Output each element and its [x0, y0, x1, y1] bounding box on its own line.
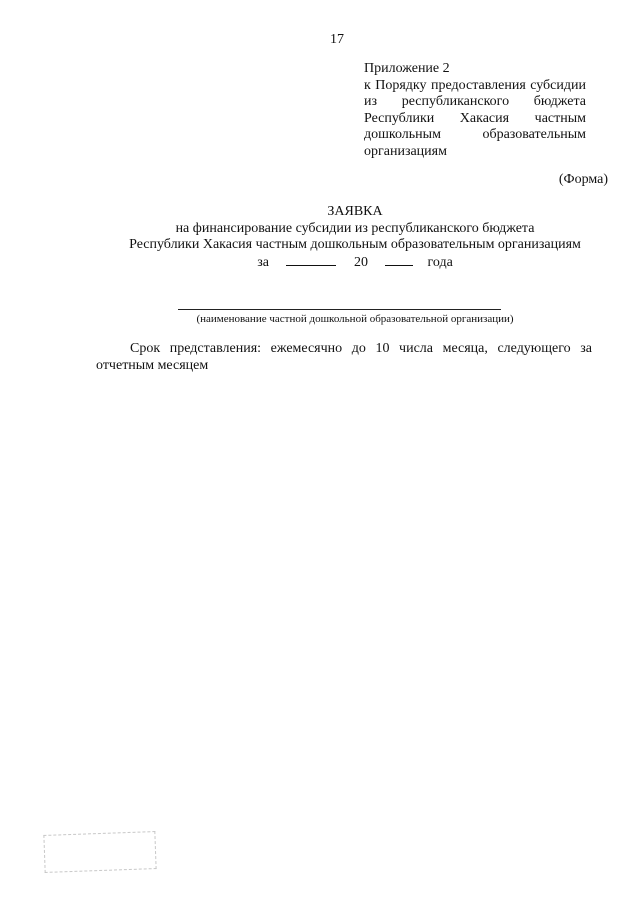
- year-blank: [385, 254, 413, 266]
- appendix-line: Приложение 2: [364, 61, 450, 76]
- form-label: (Форма): [558, 172, 608, 187]
- month-blank: [286, 254, 336, 266]
- organization-name-line: [178, 309, 501, 310]
- organization-caption: (наименование частной дошкольной образовательной организации): [196, 313, 514, 325]
- period-suffix: года: [427, 254, 453, 270]
- appendix-line: организациям: [364, 143, 447, 159]
- document-heading: ЗАЯВКА: [327, 204, 383, 219]
- title-block: [100, 204, 610, 271]
- year-prefix: 20: [353, 254, 368, 270]
- stamp-line: [51, 835, 149, 838]
- deadline-paragraph: Срок представления: ежемесячно до 10 числа месяца, следующего за отчетным месяцем: [96, 341, 592, 373]
- appendix-line: дошкольным образовательным: [364, 127, 586, 142]
- stamp-line: [51, 835, 149, 838]
- appendix-block: [364, 61, 586, 160]
- appendix-line: из республиканского бюджета: [364, 94, 586, 109]
- period-line: [100, 254, 610, 272]
- faint-stamp: [43, 831, 156, 873]
- period-prefix: за: [257, 254, 269, 270]
- title-line-2: Республики Хакасия частным дошкольным образовательным организациям: [129, 237, 581, 252]
- stamp-line: [51, 835, 149, 838]
- page-number: 17: [330, 32, 344, 47]
- appendix-line: Республики Хакасия частным: [364, 110, 586, 126]
- title-line-1: на финансирование субсидии из республиканского бюджета: [175, 220, 535, 236]
- appendix-line: к Порядку предоставления субсидии: [364, 77, 586, 93]
